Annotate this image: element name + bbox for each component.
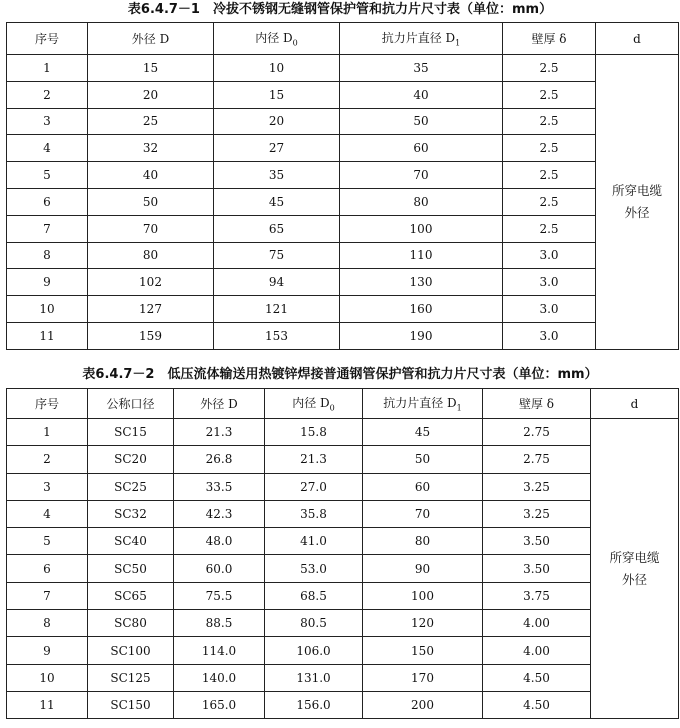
cell-wall: 2.75 [483,446,591,473]
cell-index: 7 [7,215,88,242]
cell-plate: 90 [363,555,483,582]
cell-outer: 70 [88,215,214,242]
cell-plate: 80 [363,528,483,555]
table-row [7,637,679,664]
cell-outer: 75.5 [174,582,265,609]
cell-plate: 190 [340,322,503,349]
table-row [7,296,679,323]
cell-plate: 110 [340,242,503,269]
cell-plate: 50 [363,446,483,473]
header-plate-diameter-subscript: 1 [456,403,462,413]
cell-inner: 68.5 [265,582,363,609]
cell-plate: 150 [363,637,483,664]
d-value-line2: 外径 [621,571,647,587]
cell-wall: 2.75 [483,419,591,446]
cell-index: 8 [7,610,88,637]
table2-body [7,419,679,719]
header-wall-thickness: 壁厚 δ [503,23,596,55]
cell-index: 9 [7,269,88,296]
table-row [7,269,679,296]
cell-plate: 35 [340,55,503,82]
cell-d-merged [591,419,679,719]
cell-nominal: SC80 [88,610,174,637]
cell-inner: 80.5 [265,610,363,637]
cell-outer: 25 [88,108,214,135]
cell-inner: 106.0 [265,637,363,664]
cell-plate: 60 [363,473,483,500]
table-row [7,419,679,446]
cell-wall: 2.5 [503,55,596,82]
cell-wall: 4.50 [483,664,591,691]
header-inner-diameter-label: 内径 D [255,31,293,46]
cell-nominal: SC40 [88,528,174,555]
cell-index: 5 [7,162,88,189]
table-row [7,582,679,609]
cell-wall: 3.0 [503,296,596,323]
header-plate-diameter-label: 抗力片直径 D [381,31,456,46]
table-row [7,691,679,718]
cell-outer: 20 [88,81,214,108]
cell-index: 4 [7,500,88,527]
d-value-line2: 外径 [624,204,650,220]
cell-outer: 114.0 [174,637,265,664]
header-index: 序号 [7,389,88,419]
cell-wall: 2.5 [503,108,596,135]
cell-inner: 45 [214,188,340,215]
cell-outer: 80 [88,242,214,269]
cell-outer: 88.5 [174,610,265,637]
cell-index: 2 [7,446,88,473]
cell-plate: 45 [363,419,483,446]
table-row [7,242,679,269]
cell-plate: 130 [340,269,503,296]
header-wall-thickness: 壁厚 δ [483,389,591,419]
table-row [7,446,679,473]
cell-plate: 170 [363,664,483,691]
cell-inner: 65 [214,215,340,242]
cell-plate: 200 [363,691,483,718]
cell-index: 11 [7,322,88,349]
header-nominal: 公称口径 [88,389,174,419]
header-plate-diameter-label: 抗力片直径 D [383,396,457,411]
cell-index: 2 [7,81,88,108]
cell-outer: 165.0 [174,691,265,718]
cell-index: 4 [7,135,88,162]
cell-nominal: SC15 [88,419,174,446]
table-row [7,473,679,500]
table-row [7,500,679,527]
cell-plate: 80 [340,188,503,215]
cell-plate: 40 [340,81,503,108]
cell-inner: 153 [214,322,340,349]
cell-index: 10 [7,664,88,691]
cell-index: 9 [7,637,88,664]
header-plate-diameter [340,23,503,55]
cell-index: 1 [7,55,88,82]
cell-wall: 3.50 [483,555,591,582]
table-row [7,135,679,162]
cell-inner: 41.0 [265,528,363,555]
header-index: 序号 [7,23,88,55]
header-d: d [591,389,679,419]
cell-nominal: SC50 [88,555,174,582]
header-plate-diameter [363,389,483,419]
header-inner-diameter-subscript: 0 [329,403,335,413]
cell-outer: 50 [88,188,214,215]
header-outer-diameter: 外径 D [88,23,214,55]
cell-wall: 3.25 [483,500,591,527]
cell-plate: 70 [363,500,483,527]
cell-inner: 53.0 [265,555,363,582]
cell-outer: 102 [88,269,214,296]
cell-wall: 3.0 [503,242,596,269]
cell-plate: 160 [340,296,503,323]
header-outer-diameter: 外径 D [174,389,265,419]
cell-inner: 75 [214,242,340,269]
cell-wall: 2.5 [503,81,596,108]
cell-wall: 3.0 [503,322,596,349]
cell-wall: 2.5 [503,188,596,215]
cell-inner: 156.0 [265,691,363,718]
table-row [7,81,679,108]
cell-outer: 32 [88,135,214,162]
cell-outer: 140.0 [174,664,265,691]
cell-wall: 3.25 [483,473,591,500]
header-inner-diameter [214,23,340,55]
cell-outer: 60.0 [174,555,265,582]
cell-outer: 21.3 [174,419,265,446]
table2 [6,388,679,719]
table1-title: 表6.4.7－1 冷拔不锈钢无缝钢管保护管和抗力片尺寸表（单位：mm） [127,2,553,17]
table-row [7,610,679,637]
cell-nominal: SC65 [88,582,174,609]
cell-index: 6 [7,188,88,215]
cell-wall: 2.5 [503,215,596,242]
table-row [7,664,679,691]
header-plate-diameter-subscript: 1 [455,38,461,48]
cell-nominal: SC25 [88,473,174,500]
cell-wall: 2.5 [503,135,596,162]
cell-plate: 70 [340,162,503,189]
table-row [7,108,679,135]
cell-wall: 3.75 [483,582,591,609]
cell-plate: 50 [340,108,503,135]
table1-body [7,55,679,350]
cell-inner: 15 [214,81,340,108]
table-row [7,215,679,242]
cell-inner: 35.8 [265,500,363,527]
cell-index: 3 [7,108,88,135]
cell-inner: 35 [214,162,340,189]
cell-index: 3 [7,473,88,500]
table-row [7,555,679,582]
cell-plate: 120 [363,610,483,637]
table1-header-row [7,23,679,55]
cell-wall: 3.50 [483,528,591,555]
cell-outer: 48.0 [174,528,265,555]
cell-wall: 4.00 [483,610,591,637]
cell-index: 8 [7,242,88,269]
cell-nominal: SC125 [88,664,174,691]
cell-inner: 10 [214,55,340,82]
cell-plate: 60 [340,135,503,162]
cell-index: 10 [7,296,88,323]
table-row [7,322,679,349]
header-inner-diameter-subscript: 0 [292,38,298,48]
header-d: d [596,23,679,55]
cell-outer: 40 [88,162,214,189]
cell-inner: 21.3 [265,446,363,473]
cell-inner: 94 [214,269,340,296]
cell-wall: 2.5 [503,162,596,189]
table-row [7,188,679,215]
table2-header-row [7,389,679,419]
cell-wall: 3.0 [503,269,596,296]
table-row [7,528,679,555]
cell-nominal: SC20 [88,446,174,473]
d-value-line1: 所穿电缆 [609,549,660,565]
cell-index: 5 [7,528,88,555]
table-row [7,55,679,82]
d-value-line1: 所穿电缆 [611,182,662,198]
cell-outer: 42.3 [174,500,265,527]
header-inner-diameter-label: 内径 D [292,396,330,411]
table1 [6,22,679,350]
cell-nominal: SC32 [88,500,174,527]
cell-wall: 4.00 [483,637,591,664]
cell-inner: 27.0 [265,473,363,500]
table2-title: 表6.4.7－2 低压流体输送用热镀锌焊接普通钢管保护管和抗力片尺寸表（单位：mm） [82,367,598,382]
cell-index: 7 [7,582,88,609]
cell-inner: 131.0 [265,664,363,691]
cell-outer: 26.8 [174,446,265,473]
cell-outer: 159 [88,322,214,349]
cell-inner: 121 [214,296,340,323]
cell-d-merged [596,55,679,350]
cell-plate: 100 [363,582,483,609]
cell-outer: 15 [88,55,214,82]
cell-inner: 15.8 [265,419,363,446]
cell-index: 11 [7,691,88,718]
cell-nominal: SC100 [88,637,174,664]
cell-inner: 20 [214,108,340,135]
table-row [7,162,679,189]
cell-inner: 27 [214,135,340,162]
header-inner-diameter [265,389,363,419]
cell-plate: 100 [340,215,503,242]
cell-index: 6 [7,555,88,582]
cell-outer: 127 [88,296,214,323]
cell-nominal: SC150 [88,691,174,718]
cell-wall: 4.50 [483,691,591,718]
cell-index: 1 [7,419,88,446]
cell-outer: 33.5 [174,473,265,500]
